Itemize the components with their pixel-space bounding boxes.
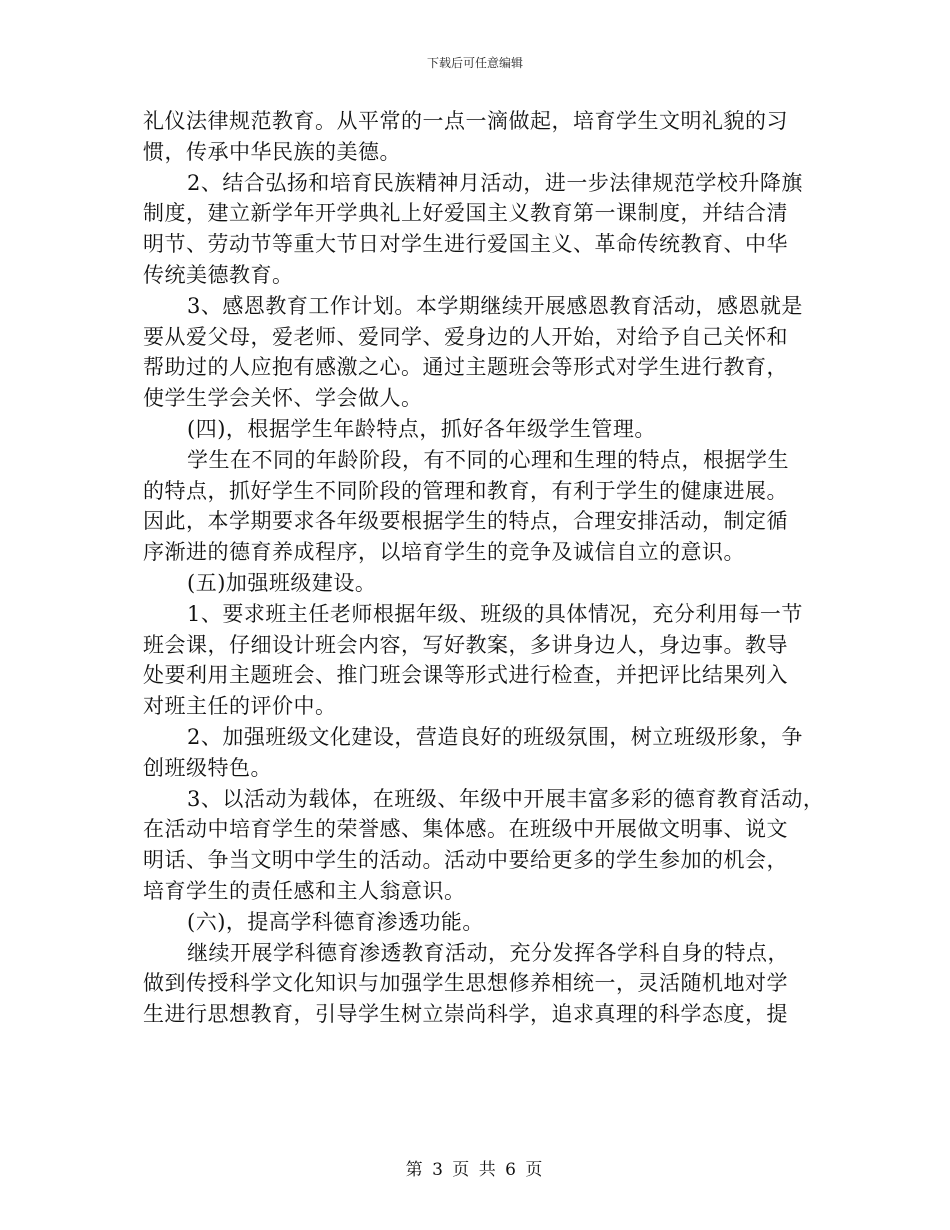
text-line: (四)，根据学生年龄特点，抓好各年级学生管理。 bbox=[187, 416, 656, 441]
text-line: (六)，提高学科德育渗透功能。 bbox=[187, 909, 484, 934]
text-line: 明节、劳动节等重大节日对学生进行爱国主义、革命传统教育、中华 bbox=[143, 232, 788, 257]
text-line: 帮助过的人应抱有感激之心。通过主题班会等形式对学生进行教育， bbox=[143, 355, 788, 380]
text-line: 使学生学会关怀、学会做人。 bbox=[143, 386, 423, 411]
text-line: 明话、争当文明中学生的活动。活动中要给更多的学生参加的机会， bbox=[143, 848, 788, 873]
text-line: 3、以活动为载体，在班级、年级中开展丰富多彩的德育教育活动， bbox=[187, 786, 825, 811]
text-line: 制度，建立新学年开学典礼上好爱国主义教育第一课制度，并结合清 bbox=[143, 201, 788, 226]
text-line: 2、结合弘扬和培育民族精神月活动，进一步法律规范学校升降旗 bbox=[187, 170, 803, 195]
page-header: 下载后可任意编辑 bbox=[426, 56, 523, 70]
text-line: 序渐进的德育养成程序，以培育学生的竞争及诚信自立的意识。 bbox=[143, 540, 745, 565]
text-line: 班会课，仔细设计班会内容，写好教案，多讲身边人，身边事。教导 bbox=[143, 632, 788, 657]
text-line: 生进行思想教育，引导学生树立崇尚科学，追求真理的科学态度，提 bbox=[143, 1002, 788, 1027]
text-line: 3、感恩教育工作计划。本学期继续开展感恩教育活动，感恩就是 bbox=[187, 293, 803, 318]
page-footer: 第 3 页 共 6 页 bbox=[405, 1160, 545, 1180]
text-line: 对班主任的评价中。 bbox=[143, 694, 337, 719]
text-line: (五)加强班级建设。 bbox=[187, 570, 377, 595]
text-line: 继续开展学科德育渗透教育活动，充分发挥各学科自身的特点， bbox=[187, 940, 789, 965]
text-line: 传统美德教育。 bbox=[143, 262, 294, 287]
text-line: 做到传授科学文化知识与加强学生思想修养相统一，灵活随机地对学 bbox=[143, 971, 788, 996]
text-line: 创班级特色。 bbox=[143, 755, 272, 780]
text-line: 1、要求班主任老师根据年级、班级的具体情况，充分利用每一节 bbox=[187, 601, 803, 626]
text-line: 要从爱父母，爱老师、爱同学、爱身边的人开始，对给予自己关怀和 bbox=[143, 324, 788, 349]
text-line: 培育学生的责任感和主人翁意识。 bbox=[143, 878, 466, 903]
text-line: 的特点，抓好学生不同阶段的管理和教育，有利于学生的健康进展。 bbox=[143, 478, 788, 503]
text-line: 惯，传承中华民族的美德。 bbox=[143, 139, 401, 164]
text-line: 因此，本学期要求各年级要根据学生的特点，合理安排活动，制定循 bbox=[143, 509, 788, 534]
document-body bbox=[143, 106, 825, 1030]
text-line: 礼仪法律规范教育。从平常的一点一滴做起，培育学生文明礼貌的习 bbox=[143, 109, 788, 133]
text-line: 2、加强班级文化建设，营造良好的班级氛围，树立班级形象，争 bbox=[187, 724, 803, 749]
text-line: 处要利用主题班会、推门班会课等形式进行检查，并把评比结果列入 bbox=[143, 663, 788, 688]
text-line: 学生在不同的年龄阶段，有不同的心理和生理的特点，根据学生 bbox=[187, 447, 789, 472]
text-line: 在活动中培育学生的荣誉感、集体感。在班级中开展做文明事、说文 bbox=[143, 817, 788, 842]
